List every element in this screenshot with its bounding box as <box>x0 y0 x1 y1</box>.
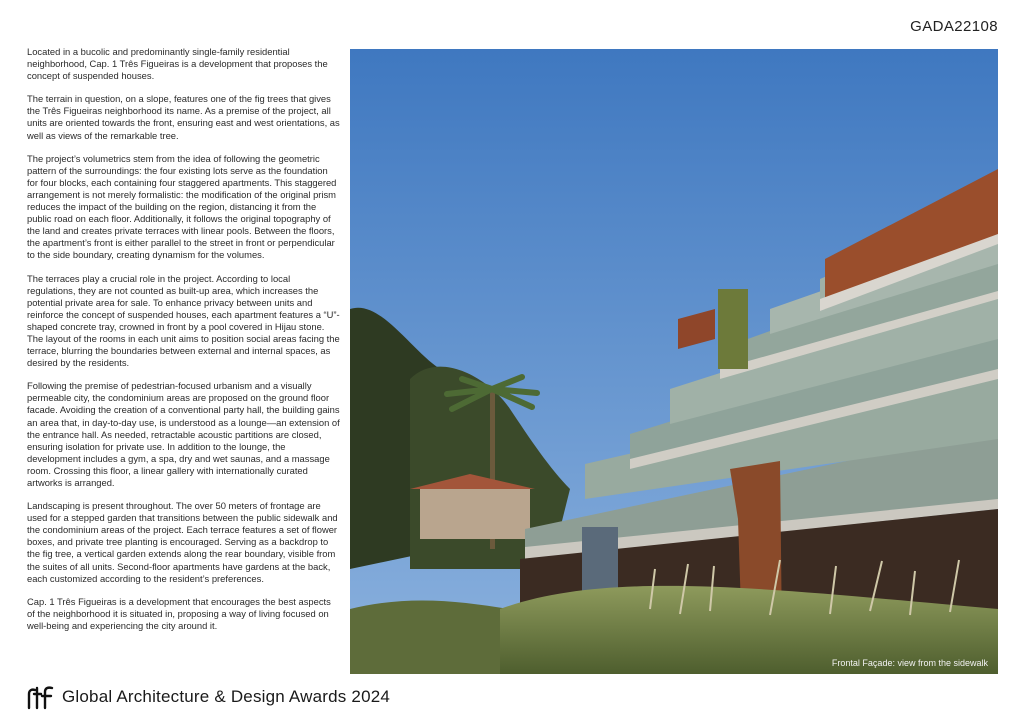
footer <box>26 684 390 710</box>
photo-caption: Frontal Façade: view from the sidewalk <box>831 658 988 668</box>
building-illustration <box>350 49 998 674</box>
paragraph-3: The project’s volumetrics stem from the idea of following the geometric pattern of the surroundings: the four existing lots serve as the foundation for four blocks, each containing four staggered apartments. This staggered arrangement is not merely formalistic: the modification of the original prism reduces the impact of the building on the region, distancing it from the public road on each floor. Additionally, it follows the original topography of the land and creates private terraces with linear pools. Between the floors, the apartment’s front is either parallel to the street in front or perpendicular to the side boundary, creating dynamism for the volumes. <box>27 152 337 261</box>
paragraph-6: Landscaping is present throughout. The over 50 meters of frontage are used for a stepped garden that transitions between the public sidewalk and the condominium areas of the project. Each terrace features a set of flower boxes, and private tree planting is encouraged. Serving as a backdrop to the fig tree, a vertical garden extends along the rear boundary, visible from the suites of all units. Second-floor apartments have gardens at the back, each customized according to the resident’s preferences. <box>27 500 338 584</box>
paragraph-2: The terrain in question, on a slope, features one of the fig trees that gives the Três Figueiras neighborhood its name. As a premise of the project, all units are oriented towards the front, ensuring east and west orientations, as well as views of the remarkable tree. <box>27 93 340 141</box>
description-text <box>27 46 340 643</box>
rtf-logo-icon <box>26 684 56 710</box>
paragraph-1: Located in a bucolic and predominantly single-family residential neighborhood, Cap. 1 Três Figueiras is a development that proposes the concept of suspended houses. <box>27 46 328 82</box>
award-title: Global Architecture & Design Awards 2024 <box>62 687 391 706</box>
paragraph-7: Cap. 1 Três Figueiras is a development that encourages the best aspects of the neighborhood it is situated in, proposing a way of living focused on well-being and experiencing the city around it. <box>27 595 331 631</box>
project-code: GADA22108 <box>910 18 998 35</box>
paragraph-5: Following the premise of pedestrian-focused urbanism and a visually permeable city, the condominium areas are proposed on the ground floor facade. Avoiding the creation of a conventional party hall, the building gains an area that, in day-to-day use, is understood as a lounge—an extension of the entrance hall. As needed, retractable acoustic partitions are closed, ensuring isolation for private use. In addition to the lounge, the development includes a gym, a spa, dry and wet saunas, and a massage room. Crossing this floor, a linear gallery with internationally curated artworks is arranged. <box>27 380 340 488</box>
building-photo <box>350 49 998 674</box>
paragraph-4: The terraces play a crucial role in the project. According to local regulations, they are not counted as built-up area, which increases the potential private area for sale. To enhance privacy between units and reinforce the concept of suspended houses, each apartment features a “U”-shaped concrete tray, crowned in front by a pool covered in Hijau stone. The layout of the rooms in each unit aims to position social areas facing the terrace, blurring the boundaries between external and internal spaces, as desired by the residents. <box>27 272 340 369</box>
